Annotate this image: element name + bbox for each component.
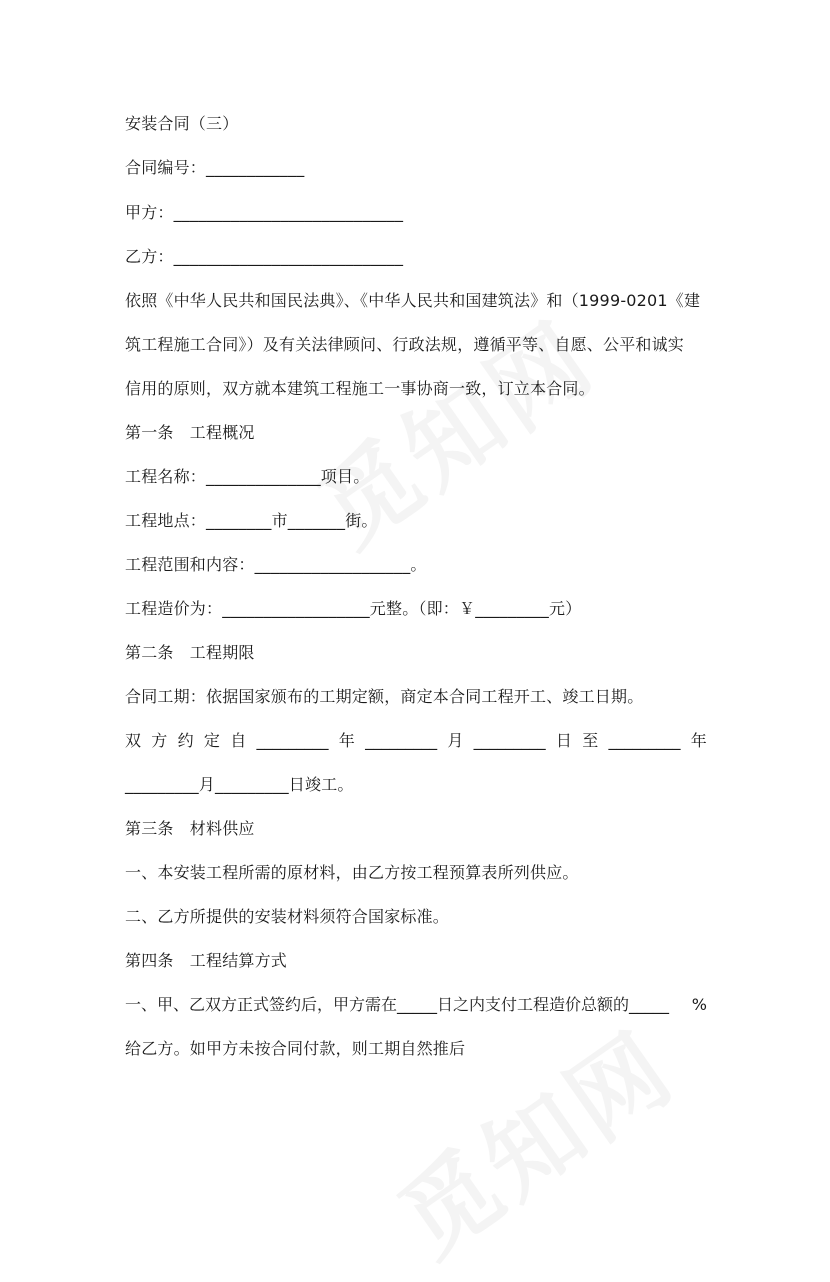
agreement-token: 定	[203, 731, 220, 750]
agreement-token: _________	[256, 731, 329, 750]
settlement-item-1-line-1	[125, 994, 707, 1016]
materials-item-1: 一、本安装工程所需的原材料，由乙方按工程预算表所列供应。	[125, 863, 579, 882]
agreement-token: 至	[582, 731, 599, 750]
agreement-date-line-1	[125, 730, 707, 752]
project-cost-field: 工程造价为：__________________元整。（即：￥_________元）	[125, 599, 582, 618]
settlement-item-1-line-2: 给乙方。如甲方未按合同付款，则工期自然推后	[125, 1039, 466, 1058]
materials-item-2: 二、乙方所提供的安装材料须符合国家标准。	[125, 907, 450, 926]
contract-period-text: 合同工期：依据国家颁布的工期定额，商定本合同工程开工、竣工日期。	[125, 687, 644, 706]
preamble-line-1: 依照《中华人民共和国民法典》、《中华人民共和国建筑法》和（1999-0201《建	[125, 291, 701, 310]
agreement-token: 年	[690, 731, 707, 750]
agreement-token: 双	[125, 731, 142, 750]
article-1-heading: 第一条 工程概况	[125, 423, 255, 442]
agreement-token: 年	[338, 731, 355, 750]
agreement-token: 方	[151, 731, 168, 750]
document-title: 安装合同（三）	[125, 114, 239, 133]
preamble-line-2: 筑工程施工合同》）及有关法律顾问、行政法规，遵循平等、自愿、公平和诚实	[125, 335, 685, 354]
project-scope-field: 工程范围和内容：___________________。	[125, 555, 427, 574]
party-b-field: 乙方：____________________________	[125, 247, 404, 266]
agreement-token: _________	[365, 731, 438, 750]
agreement-token: 约	[177, 731, 194, 750]
agreement-token: _________	[608, 731, 681, 750]
settlement-percent: %	[691, 995, 707, 1014]
article-3-heading: 第三条 材料供应	[125, 819, 255, 838]
contract-number-field: 合同编号：____________	[125, 158, 305, 177]
article-4-heading: 第四条 工程结算方式	[125, 951, 288, 970]
preamble-line-3: 信用的原则，双方就本建筑工程施工一事协商一致，订立本合同。	[125, 379, 595, 398]
agreement-date-line-2: _________月_________日竣工。	[125, 775, 354, 794]
project-name-field: 工程名称：______________项目。	[125, 467, 370, 486]
article-2-heading: 第二条 工程期限	[125, 643, 255, 662]
agreement-token: 自	[230, 731, 247, 750]
project-location-field: 工程地点：________市_______街。	[125, 511, 378, 530]
agreement-token: 日	[555, 731, 572, 750]
agreement-token: _________	[473, 731, 546, 750]
agreement-token: 月	[447, 731, 464, 750]
party-a-field: 甲方：____________________________	[125, 203, 404, 222]
settlement-text: 一、甲、乙双方正式签约后，甲方需在_____日之内支付工程造价总额的_____	[125, 995, 670, 1014]
